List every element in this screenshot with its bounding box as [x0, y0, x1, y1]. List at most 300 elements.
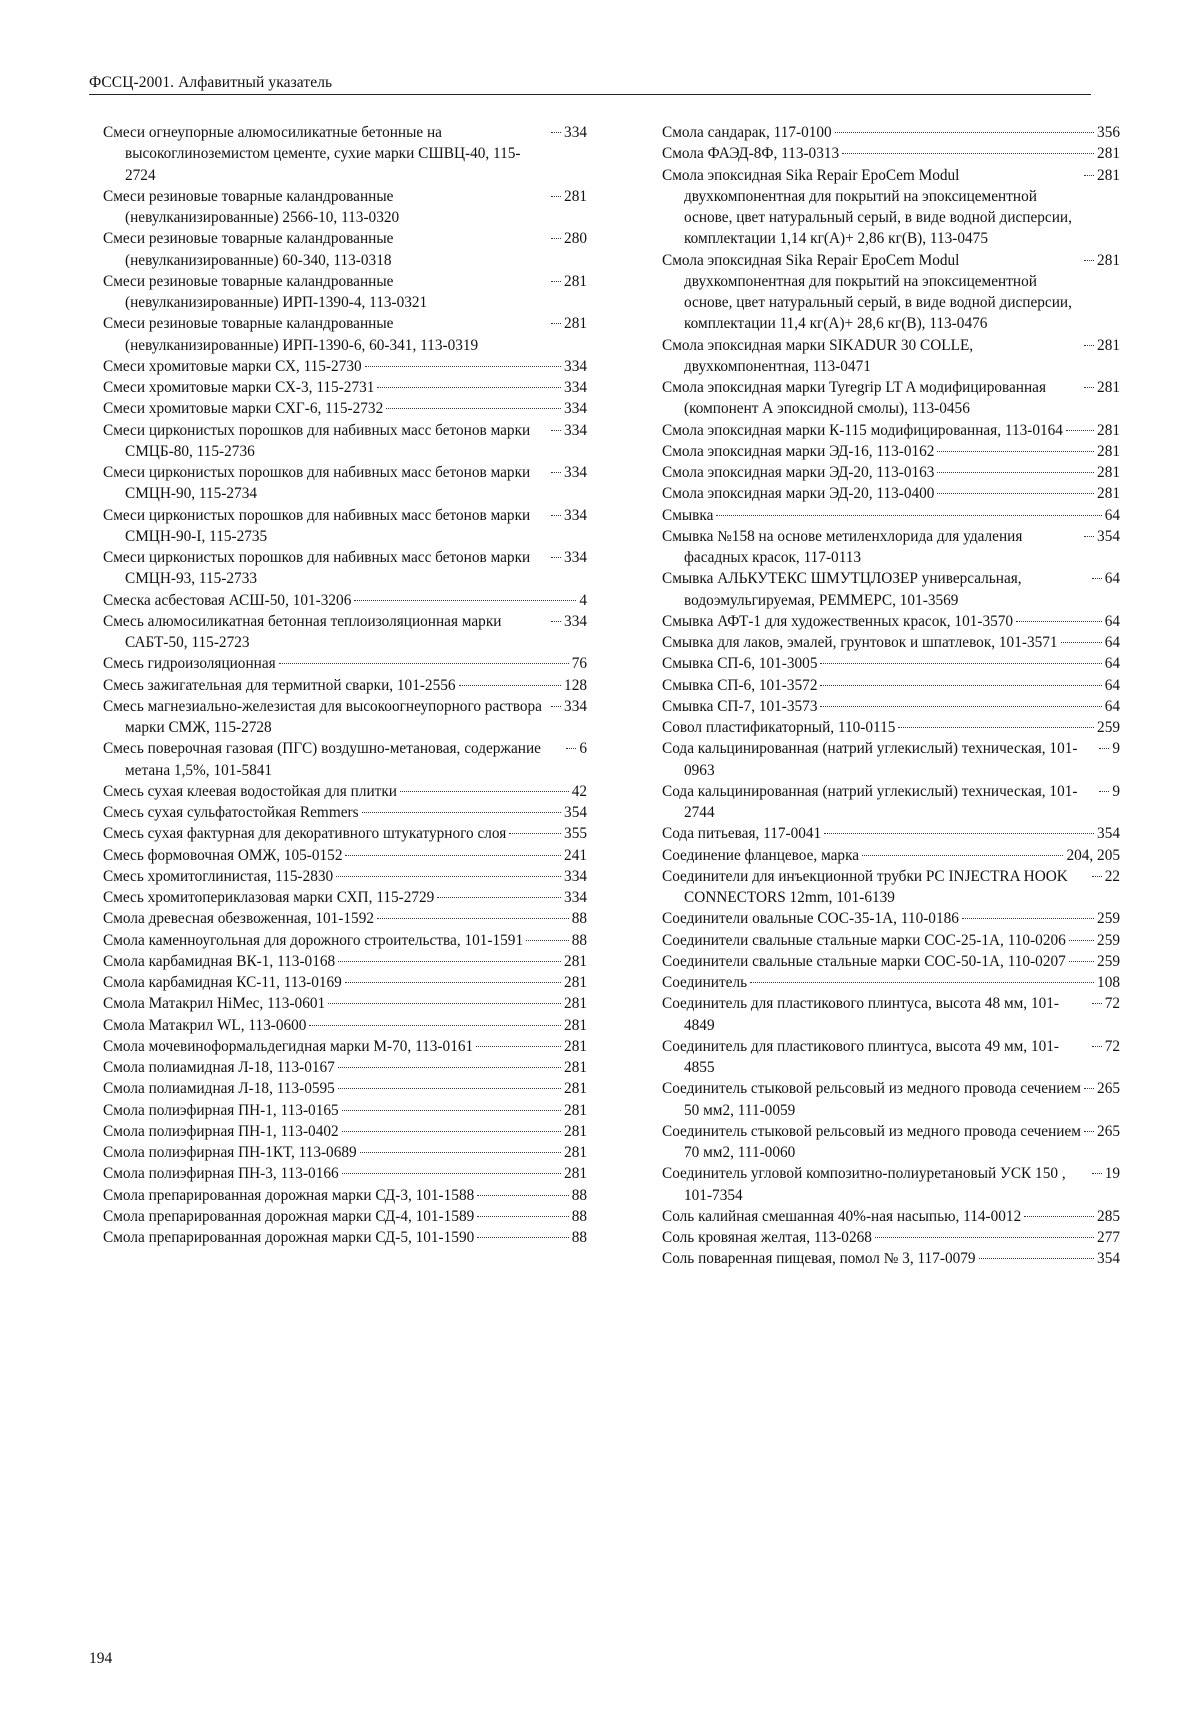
index-entry [103, 696, 587, 739]
dot-leader [820, 663, 1101, 664]
dot-leader [526, 940, 569, 941]
index-entry [103, 228, 587, 271]
index-entry-page: 281 [1097, 336, 1120, 354]
index-entry-page: 281 [1097, 166, 1120, 184]
index-entry-page: 22 [1104, 867, 1120, 885]
dot-leader [551, 238, 561, 239]
index-entry-text: Смола ФАЭД-8Ф, 113-0313 [662, 145, 840, 163]
index-entry [662, 675, 1120, 696]
index-entry-text: Соединители свальные стальные марки СОС-25-1А, 110-0206 [662, 931, 1066, 949]
index-entry [103, 1100, 587, 1121]
dot-leader [937, 493, 1094, 494]
index-entry-text: Смола эпоксидная Sika Repair EpoCem Modul двухкомпонентная для покрытий на эпоксицементной основе, цвет натуральный серый, в виде водной дисперсии, комплектации 11,4 кг(A)+ 28,6 кг(B), 113-0476 [662, 251, 1072, 333]
index-entry [103, 398, 587, 419]
index-entry-text: Сода кальцинированная (натрий углекислый) техническая, 101-2744 [662, 782, 1078, 821]
index-entry-text: Смывка СП-7, 101-3573 [662, 697, 818, 715]
index-entry [662, 505, 1120, 526]
dot-leader [345, 982, 561, 983]
index-entry-page: 64 [1104, 506, 1120, 524]
index-entry-text: Смеси цирконистых порошков для набивных масс бетонов марки СМЦБ-80, 115-2736 [103, 421, 531, 460]
index-entry-text: Смывка АФТ-1 для художественных красок, 101-3570 [662, 612, 1014, 630]
index-entry-page: 281 [564, 995, 587, 1013]
index-entry-page: 64 [1104, 676, 1120, 694]
index-entry-page: 88 [571, 1186, 587, 1204]
index-entry [103, 781, 587, 802]
index-entry-text: Смесь сухая клеевая водостойкая для плитки [103, 782, 397, 800]
dot-leader [820, 706, 1101, 707]
index-entry-page: 281 [1097, 442, 1120, 460]
dot-leader [342, 1131, 561, 1132]
index-entry [103, 462, 587, 505]
dot-leader [1092, 1046, 1102, 1047]
header-title: ФССЦ-2001. Алфавитный указатель [89, 74, 333, 91]
index-entry [103, 590, 587, 611]
index-entry [662, 866, 1120, 909]
index-column-right [662, 122, 1120, 1270]
index-entry [103, 313, 587, 356]
index-entry-text: Смеси хромитовые марки СХГ-6, 115-2732 [103, 400, 384, 418]
index-entry-page: 259 [1097, 931, 1120, 949]
index-entry-text: Смывка АЛЬКУТЕКС ШМУТЦЛОЗЕР универсальная, водоэмульгируемая, РЕММЕРС, 101-3569 [662, 570, 1022, 609]
index-entry [662, 250, 1120, 335]
index-entry-text: Смеска асбестовая АСШ-50, 101-3206 [103, 591, 352, 609]
index-entry-text: Соединитель для пластикового плинтуса, высота 49 мм, 101-4855 [662, 1037, 1059, 1076]
index-entry [103, 1185, 587, 1206]
index-entry-text: Смывка СП-6, 101-3572 [662, 676, 818, 694]
index-entry-text: Смесь поверочная газовая (ПГС) воздушно-метановая, содержание метана 1,5%, 101-5841 [103, 740, 541, 779]
index-entry-text: Смеси цирконистых порошков для набивных масс бетонов марки СМЦН-90, 115-2734 [103, 464, 531, 503]
index-entry-text: Смола мочевиноформальдегидная марки М-70, 113-0161 [103, 1037, 474, 1055]
page-number: 194 [89, 1650, 113, 1667]
dot-leader [551, 557, 561, 558]
index-entry-text: Сода питьевая, 117-0041 [662, 825, 822, 843]
index-entry-text: Смола полиэфирная ПН-3, 113-0166 [103, 1165, 339, 1183]
index-entry [103, 611, 587, 654]
index-entry-text: Соединитель [662, 974, 748, 991]
index-entry-page: 281 [564, 1144, 587, 1161]
index-entry [103, 186, 587, 229]
dot-leader [716, 515, 1101, 516]
dot-leader [1066, 430, 1094, 431]
index-entry [103, 1057, 587, 1078]
index-entry-page: 281 [564, 974, 587, 991]
index-entry-text: Смесь сухая сульфатостойкая Remmers [103, 804, 359, 821]
index-entry-page: 76 [571, 655, 587, 673]
index-entry-text: Смола полиамидная Л-18, 113-0167 [103, 1059, 335, 1076]
index-entry-page: 281 [1097, 485, 1120, 503]
index-entry-page: 334 [564, 400, 587, 418]
index-entry-text: Смеси хромитовые марки СХ-3, 115-2731 [103, 379, 375, 396]
index-entry-text: Смывка СП-6, 101-3005 [662, 655, 818, 673]
dot-leader [824, 833, 1094, 834]
index-entry-text: Смола эпоксидная марки ЭД-20, 113-0163 [662, 464, 935, 481]
index-entry [103, 823, 587, 844]
dot-leader [962, 918, 1094, 919]
index-entry-page: 281 [564, 1122, 587, 1140]
dot-leader [360, 1152, 561, 1153]
dot-leader [937, 472, 1094, 473]
index-entry-page: 281 [1097, 251, 1120, 269]
index-entry-text: Соединитель для пластикового плинтуса, высота 48 мм, 101-4849 [662, 995, 1059, 1034]
dot-leader [566, 748, 576, 749]
index-entry-text: Смола древесная обезвоженная, 101-1592 [103, 910, 374, 928]
index-entry-text: Смеси огнеупорные алюмосиликатные бетонные на высокоглиноземистом цементе, сухие марки СШВЦ-40, 115-2724 [103, 124, 521, 184]
index-entry-text: Смеси резиновые товарные каландрованные (невулканизированные) 2566-10, 113-0320 [103, 187, 400, 226]
index-entry-page: 281 [564, 315, 587, 333]
index-entry-text: Смола полиамидная Л-18, 113-0595 [103, 1080, 335, 1098]
index-entry-text: Смола карбамидная КС-11, 113-0169 [103, 974, 342, 991]
index-entry [662, 1227, 1120, 1248]
index-entry-page: 285 [1097, 1207, 1120, 1225]
index-entry-page: 4 [579, 591, 587, 609]
index-entry [662, 1036, 1120, 1079]
index-entry-text: Сода кальцинированная (натрий углекислый) техническая, 101-0963 [662, 740, 1078, 779]
dot-leader [336, 876, 561, 877]
index-entry-page: 281 [564, 952, 587, 970]
index-entry-text: Соединитель стыковой рельсовый из медного провода сечением 50 мм2, 111-0059 [662, 1080, 1081, 1119]
index-entry-text: Смола эпоксидная марки Tyregrip LT A модифицированная (компонент А эпоксидной смолы), 113-0456 [662, 379, 1046, 418]
index-entry [103, 993, 587, 1014]
dot-leader [551, 430, 561, 431]
dot-leader [979, 1258, 1095, 1259]
index-entry-page: 354 [564, 804, 587, 821]
index-entry [662, 632, 1120, 653]
index-entry [103, 675, 587, 696]
dot-leader [551, 515, 561, 516]
index-entry-text: Смола карбамидная ВК-1, 113-0168 [103, 952, 336, 970]
index-entry-text: Смола эпоксидная марки SIKADUR 30 COLLE, двухкомпонентная, 113-0471 [662, 336, 974, 375]
index-entry-page: 265 [1097, 1122, 1120, 1140]
dot-leader [1092, 1003, 1102, 1004]
index-entry [103, 377, 587, 398]
dot-leader [551, 196, 561, 197]
index-entry-text: Смывка №158 на основе метиленхлорида для удаления фасадных красок, 117-0113 [662, 527, 1023, 566]
index-entry-page: 281 [564, 187, 587, 205]
index-entry-text: Смола Матакрил HiMec, 113-0601 [103, 995, 326, 1013]
index-entry-text: Смола эпоксидная Sika Repair EpoCem Modul двухкомпонентная для покрытий на эпоксицементной основе, цвет натуральный серый, в виде водной дисперсии, комплектации 1,14 кг(A)+ 2,86 кг(B), 113-0475 [662, 166, 1072, 248]
index-entry-page: 204, 205 [1066, 846, 1120, 864]
index-entry-page: 42 [571, 782, 587, 800]
dot-leader [750, 982, 1094, 983]
index-entry [103, 1121, 587, 1142]
index-entry-text: Смеси резиновые товарные каландрованные (невулканизированные) ИРП-1390-6, 60-341, 113-0319 [103, 315, 479, 354]
dot-leader [1024, 1216, 1094, 1217]
index-entry-page: 19 [1104, 1165, 1120, 1183]
dot-leader [1084, 536, 1094, 537]
index-entry [103, 356, 587, 377]
dot-leader [551, 132, 561, 133]
index-entry-page: 9 [1112, 782, 1120, 800]
dot-leader [551, 323, 561, 324]
index-entry [103, 1163, 587, 1184]
index-entry-page: 241 [564, 846, 587, 864]
index-entry-text: Смола эпоксидная марки ЭД-20, 113-0400 [662, 485, 935, 503]
index-entry [103, 930, 587, 951]
index-entry-page: 281 [564, 1059, 587, 1076]
dot-leader [477, 1216, 568, 1217]
page-header [89, 70, 1091, 95]
index-entry [103, 122, 587, 186]
index-entry-page: 88 [571, 1207, 587, 1225]
index-entry-text: Смесь гидроизоляционная [103, 655, 276, 673]
index-entry-page: 265 [1097, 1080, 1120, 1098]
index-entry-page: 281 [1097, 421, 1120, 439]
index-entry-text: Смола полиэфирная ПН-1КТ, 113-0689 [103, 1144, 357, 1161]
dot-leader [338, 1088, 561, 1089]
index-entry [103, 1015, 587, 1036]
index-entry-page: 354 [1097, 825, 1120, 843]
dot-leader [309, 1025, 561, 1026]
index-entry [662, 122, 1120, 143]
index-entry-text: Смола Матакрил WL, 113-0600 [103, 1016, 307, 1034]
index-entry-page: 334 [564, 549, 587, 566]
index-entry [103, 271, 587, 314]
index-entry-text: Смесь сухая фактурная для декоративного штукатурного слоя [103, 825, 507, 843]
index-entry [662, 441, 1120, 462]
dot-leader [377, 387, 561, 388]
index-entry [662, 823, 1120, 844]
index-entry-text: Смывка для лаков, эмалей, грунтовок и шпатлевок, 101-3571 [662, 634, 1058, 651]
index-entry-text: Смесь формовочная ОМЖ, 105-0152 [103, 846, 343, 864]
index-entry-text: Смола препарированная дорожная марки СД-5, 101-1590 [103, 1229, 475, 1246]
index-entry-page: 281 [564, 1101, 587, 1119]
index-entry [662, 930, 1120, 951]
dot-leader [354, 600, 576, 601]
index-entry [103, 908, 587, 929]
index-entry [662, 568, 1120, 611]
index-entry [103, 845, 587, 866]
dot-leader [1099, 791, 1109, 792]
index-entry-page: 334 [564, 464, 587, 481]
dot-leader [377, 918, 569, 919]
dot-leader [345, 855, 561, 856]
dot-leader [342, 1173, 561, 1174]
index-entry [103, 1078, 587, 1099]
index-entry [662, 951, 1120, 972]
index-entry [103, 420, 587, 463]
index-entry-text: Смола эпоксидная марки ЭД-16, 113-0162 [662, 442, 935, 460]
index-entry-page: 88 [571, 910, 587, 928]
index-entry-page: 64 [1104, 612, 1120, 630]
index-entry [103, 653, 587, 674]
dot-leader [875, 1237, 1094, 1238]
index-entry-page: 334 [564, 697, 587, 715]
index-entry-page: 88 [571, 931, 587, 949]
index-entry-text: Смеси цирконистых порошков для набивных масс бетонов марки СМЦН-90-I, 115-2735 [103, 506, 531, 545]
index-entry [103, 505, 587, 548]
index-entry [662, 483, 1120, 504]
index-entry-text: Смола препарированная дорожная марки СД-4, 101-1589 [103, 1207, 475, 1225]
index-entry-page: 88 [571, 1229, 587, 1246]
index-entry-text: Смола сандарак, 117-0100 [662, 124, 832, 141]
index-entry-text: Смеси цирконистых порошков для набивных масс бетонов марки СМЦН-93, 115-2733 [103, 549, 531, 588]
index-entry-page: 356 [1097, 124, 1120, 141]
index-entry [662, 717, 1120, 738]
index-entry-page: 259 [1097, 952, 1120, 970]
dot-leader [459, 685, 562, 686]
index-entry-page: 334 [564, 506, 587, 524]
dot-leader [1084, 1088, 1094, 1089]
index-entry-page: 259 [1097, 719, 1120, 736]
dot-leader [551, 621, 561, 622]
index-entry-text: Соединитель стыковой рельсовый из медного провода сечением 70 мм2, 111-0060 [662, 1122, 1081, 1161]
index-entry [662, 611, 1120, 632]
index-entry [103, 887, 587, 908]
index-entry [103, 738, 587, 781]
index-entry-text: Смола полиэфирная ПН-1, 113-0165 [103, 1101, 339, 1119]
index-entry [662, 908, 1120, 929]
index-entry-page: 6 [579, 740, 587, 758]
index-entry-text: Совол пластификаторный, 110-0115 [662, 719, 896, 736]
index-entry [662, 1078, 1120, 1121]
index-entry [662, 462, 1120, 483]
index-entry-page: 355 [564, 825, 587, 843]
dot-leader [279, 663, 569, 664]
index-entry-page: 277 [1097, 1229, 1120, 1246]
index-entry-text: Смола каменноугольная для дорожного строительства, 101-1591 [103, 931, 524, 949]
index-entry [662, 1206, 1120, 1227]
index-entry-page: 281 [1097, 379, 1120, 396]
dot-leader [338, 1067, 561, 1068]
index-entry-page: 354 [1097, 527, 1120, 545]
index-entry [662, 1121, 1120, 1164]
dot-leader [1069, 940, 1094, 941]
index-entry-text: Соль кровяная желтая, 113-0268 [662, 1229, 872, 1246]
index-entry-text: Смесь алюмосиликатная бетонная теплоизоляционная марки САБТ-50, 115-2723 [103, 612, 502, 651]
index-entry [662, 1248, 1120, 1269]
index-entry-page: 334 [564, 357, 587, 375]
dot-leader [362, 812, 561, 813]
index-entry [662, 1163, 1120, 1206]
index-entry-page: 9 [1112, 740, 1120, 758]
dot-leader [1016, 621, 1102, 622]
dot-leader [1099, 748, 1109, 749]
index-entry [662, 972, 1120, 993]
index-entry [662, 653, 1120, 674]
index-entry [662, 696, 1120, 717]
dot-leader [476, 1046, 561, 1047]
index-entry-page: 280 [564, 230, 587, 248]
index-entry-text: Смола полиэфирная ПН-1, 113-0402 [103, 1122, 339, 1140]
index-entry [103, 866, 587, 887]
index-entry-page: 281 [1097, 145, 1120, 163]
dot-leader [386, 408, 561, 409]
index-entry [662, 165, 1120, 250]
index-entry-text: Соединитель угловой композитно-полиуретановый УСК 150 , 101-7354 [662, 1165, 1066, 1204]
index-entry [662, 377, 1120, 420]
index-entry [662, 526, 1120, 569]
dot-leader [1084, 387, 1094, 388]
index-entry-text: Соединение фланцевое, марка [662, 846, 860, 864]
index-entry [103, 1227, 587, 1248]
index-entry-page: 281 [564, 272, 587, 290]
index-entry-page: 108 [1097, 974, 1120, 991]
index-entry [662, 781, 1120, 824]
index-entry-page: 128 [564, 676, 587, 694]
index-entry-page: 334 [564, 867, 587, 885]
index-entry [662, 993, 1120, 1036]
index-entry-text: Смола препарированная дорожная марки СД-3, 101-1588 [103, 1186, 475, 1204]
index-entry-text: Смесь магнезиально-железистая для высокоогнеупорного раствора марки СМЖ, 115-2728 [103, 697, 542, 736]
dot-leader [551, 706, 561, 707]
index-entry-text: Смеси резиновые товарные каландрованные (невулканизированные) ИРП-1390-4, 113-0321 [103, 272, 428, 311]
index-entry-page: 281 [564, 1165, 587, 1183]
index-entry-page: 334 [564, 421, 587, 439]
dot-leader [937, 451, 1094, 452]
index-entry-page: 64 [1104, 697, 1120, 715]
dot-leader [551, 281, 561, 282]
index-entry [662, 143, 1120, 164]
dot-leader [338, 961, 561, 962]
index-entry [662, 335, 1120, 378]
dot-leader [835, 132, 1094, 133]
index-entry-text: Соединители для инъекционной трубки PC INJECTRA HOOK CONNECTORS 12mm, 101-6139 [662, 867, 1068, 906]
index-entry-page: 334 [564, 889, 587, 906]
index-entry-page: 281 [1097, 464, 1120, 481]
dot-leader [898, 727, 1094, 728]
index-entry-text: Смесь хромитопериклазовая марки СХП, 115-2729 [103, 889, 435, 906]
index-entry-text: Смеси резиновые товарные каландрованные (невулканизированные) 60-340, 113-0318 [103, 230, 394, 269]
index-entry [103, 951, 587, 972]
index-entry-page: 281 [564, 1037, 587, 1055]
index-entry-text: Смеси хромитовые марки СХ, 115-2730 [103, 357, 362, 375]
index-entry-page: 259 [1097, 910, 1120, 928]
index-entry [103, 1036, 587, 1057]
index-entry-page: 72 [1104, 1037, 1120, 1055]
index-entry-page: 72 [1104, 995, 1120, 1013]
index-entry-page: 354 [1097, 1250, 1120, 1268]
index-entry [103, 802, 587, 823]
dot-leader [820, 685, 1101, 686]
index-entry-text: Соль калийная смешанная 40%-ная насыпью, 114-0012 [662, 1207, 1022, 1225]
dot-leader [551, 472, 561, 473]
dot-leader [1084, 175, 1094, 176]
dot-leader [1092, 578, 1102, 579]
dot-leader [1092, 1173, 1102, 1174]
dot-leader [400, 791, 569, 792]
dot-leader [509, 833, 561, 834]
dot-leader [477, 1195, 568, 1196]
dot-leader [862, 855, 1063, 856]
index-entry-page: 334 [564, 124, 587, 141]
dot-leader [1069, 961, 1094, 962]
dot-leader [365, 366, 561, 367]
index-entry-text: Соединители овальные СОС-35-1А, 110-0186 [662, 910, 959, 928]
index-column-left [103, 122, 587, 1248]
dot-leader [477, 1237, 568, 1238]
index-entry-page: 281 [564, 1016, 587, 1034]
index-entry [103, 547, 587, 590]
index-entry [662, 420, 1120, 441]
dot-leader [1084, 345, 1094, 346]
index-entry [103, 972, 587, 993]
dot-leader [437, 897, 561, 898]
dot-leader [328, 1003, 561, 1004]
index-entry-page: 64 [1104, 570, 1120, 588]
index-entry [662, 738, 1120, 781]
index-entry-page: 281 [564, 1080, 587, 1098]
index-entry [103, 1142, 587, 1163]
index-entry-text: Смывка [662, 506, 714, 524]
index-entry-page: 334 [564, 612, 587, 630]
index-entry-page: 334 [564, 379, 587, 396]
dot-leader [1084, 260, 1094, 261]
dot-leader [1084, 1131, 1094, 1132]
dot-leader [342, 1110, 561, 1111]
index-entry-text: Смесь зажигательная для термитной сварки, 101-2556 [103, 676, 456, 694]
index-entry-text: Смесь хромитоглинистая, 115-2830 [103, 867, 334, 885]
index-entry [103, 1206, 587, 1227]
